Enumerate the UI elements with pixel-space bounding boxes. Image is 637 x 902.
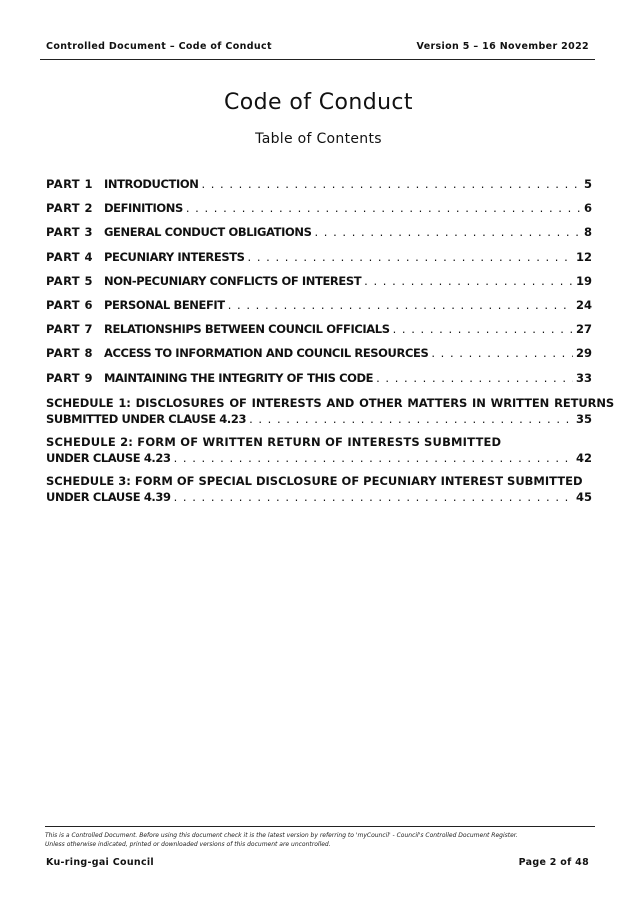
toc-entry[interactable]: [46, 201, 592, 225]
toc-part-number: PART 9: [46, 370, 93, 385]
toc-page-number: 35: [575, 411, 592, 426]
toc-entry-label: INTRODUCTION: [104, 177, 199, 191]
dot-leader: [249, 412, 573, 426]
toc-entry[interactable]: [46, 298, 592, 322]
footer-organization: Ku-ring-gai Council: [46, 857, 154, 868]
toc-page-number: 8: [583, 225, 592, 240]
toc-part-number: PART 6: [46, 297, 93, 312]
toc-part-number: PART 3: [46, 225, 93, 240]
toc-page-number: 33: [575, 370, 592, 385]
header-document-name: Controlled Document – Code of Conduct: [46, 41, 272, 52]
toc-part-number: PART 8: [46, 346, 93, 361]
toc-entry-label: MAINTAINING THE INTEGRITY OF THIS CODE: [104, 370, 374, 385]
toc-page-number: 45: [575, 489, 592, 504]
schedule-subtitle: UNDER CLAUSE 4.39: [46, 489, 171, 504]
toc-schedule-entry[interactable]: [46, 395, 615, 426]
toc-entry[interactable]: [46, 322, 592, 346]
table-of-contents: [46, 177, 615, 513]
toc-schedule-entry[interactable]: [46, 435, 592, 465]
dot-leader: [376, 371, 573, 385]
dot-leader: [393, 322, 573, 336]
toc-entry[interactable]: [46, 225, 592, 249]
toc-part-number: PART 1: [46, 177, 93, 191]
dot-leader: [314, 225, 581, 239]
header-version: Version 5 – 16 November 2022: [416, 41, 589, 52]
toc-part-number: PART 5: [46, 273, 93, 288]
toc-page-number: 19: [575, 273, 592, 288]
toc-entry-label: PERSONAL BENEFIT: [104, 297, 225, 312]
dot-leader: [228, 298, 573, 312]
schedule-subtitle: SUBMITTED UNDER CLAUSE 4.23: [46, 411, 247, 426]
toc-page-number: 29: [575, 346, 592, 361]
toc-entry-label: DEFINITIONS: [104, 201, 183, 216]
footer-page-number: Page 2 of 48: [518, 857, 589, 868]
toc-page-number: 12: [575, 249, 592, 264]
toc-entry[interactable]: [46, 250, 592, 274]
schedule-title: SCHEDULE 3: FORM OF SPECIAL DISCLOSURE OF PECUNIARY INTEREST SUBMITTED: [46, 473, 583, 488]
page-header: [40, 41, 595, 60]
toc-entry[interactable]: [46, 346, 592, 370]
schedule-subtitle: UNDER CLAUSE 4.23: [46, 450, 171, 465]
toc-entry-label: PECUNIARY INTERESTS: [104, 249, 245, 264]
toc-entry-label: NON-PECUNIARY CONFLICTS OF INTEREST: [104, 273, 362, 288]
toc-entry-label: RELATIONSHIPS BETWEEN COUNCIL OFFICIALS: [104, 322, 390, 337]
toc-page-number: 27: [575, 322, 592, 337]
toc-entry[interactable]: [46, 177, 592, 201]
dot-leader: [174, 451, 573, 465]
dot-leader: [186, 201, 581, 215]
dot-leader: [174, 490, 573, 504]
toc-entry[interactable]: [46, 274, 592, 298]
toc-part-number: PART 2: [46, 201, 93, 216]
schedule-title: SCHEDULE 2: FORM OF WRITTEN RETURN OF INTERESTS SUBMITTED: [46, 434, 502, 449]
toc-part-number: PART 7: [46, 322, 93, 337]
document-title: Code of Conduct: [224, 90, 413, 115]
schedule-title: SCHEDULE 1: DISCLOSURES OF INTERESTS AND OTHER MATTERS IN WRITTEN RETURNS: [46, 395, 615, 410]
toc-schedule-entry[interactable]: [46, 474, 592, 504]
dot-leader: [248, 250, 573, 264]
toc-heading: Table of Contents: [255, 131, 382, 147]
dot-leader: [431, 346, 573, 360]
toc-entry-label: GENERAL CONDUCT OBLIGATIONS: [104, 225, 312, 240]
dot-leader: [364, 274, 573, 288]
toc-part-number: PART 4: [46, 249, 93, 264]
notice-line: This is a Controlled Document. Before using this document check it is the latest version by referring to 'myCouncil' - Council's Controlled Document Register.: [45, 832, 518, 839]
toc-entry[interactable]: [46, 371, 592, 395]
controlled-document-notice: [45, 826, 595, 849]
toc-page-number: 24: [575, 297, 592, 312]
toc-page-number: 42: [575, 450, 592, 465]
toc-page-number: 5: [583, 177, 592, 191]
toc-entry-label: ACCESS TO INFORMATION AND COUNCIL RESOURCES: [104, 346, 429, 361]
toc-page-number: 6: [583, 201, 592, 216]
dot-leader: [201, 177, 581, 191]
notice-line: Unless otherwise indicated, printed or downloaded versions of this document are uncontrolled.: [45, 841, 331, 848]
